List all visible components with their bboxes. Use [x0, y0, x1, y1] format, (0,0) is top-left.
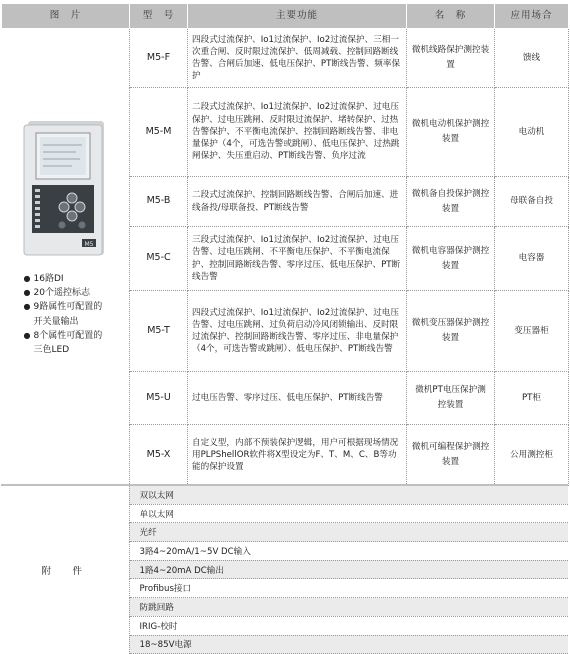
table-header: [2, 4, 569, 29]
header-model: 型 号: [130, 4, 188, 29]
name-cell: 微机PT电压保护测控装置: [407, 372, 495, 425]
function-cell: 四段式过流保护、Io1过流保护、Io2过流保护、过电压告警、过电压跳闸、过负荷启动冷风闭锁输出、反时限过流保护、控制回路断线告警、零序过压、非电量保护（4个，可选告警或跳闸）、低电压保护、PT断线告警: [188, 291, 407, 372]
accessory-item: 双以太网: [129, 486, 568, 504]
accessory-item: 1路4~20mA DC输出: [129, 560, 568, 579]
table-row: [2, 29, 569, 88]
function-cell: 四段式过流保护、Io1过流保护、Io2过流保护、三相一次重合闸、反时限过流保护、低周减载、控制回路断线告警、合闸后加速、低电压保护、PT断线告警、频率保护: [188, 29, 407, 88]
feature-item: ● 20个遥控标志: [24, 286, 103, 300]
accessory-item: 光纤: [129, 523, 568, 542]
header-application: 应用场合: [495, 4, 569, 29]
function-cell: 三段式过流保护、Io1过流保护、Io2过流保护、过电压告警、过电压跳闸、不平衡电压保护、不平衡电流保护、控制回路断线告警、零序过压、低电压保护、PT断线告警: [188, 227, 407, 291]
header-picture: 图 片: [2, 4, 130, 29]
function-cell: 过电压告警、零序过压、低电压保护、PT断线告警: [188, 372, 407, 425]
feature-item: ● 8个属性可配置的: [24, 329, 103, 343]
model-cell: M5-X: [130, 425, 188, 486]
header-function: 主要功能: [188, 4, 407, 29]
name-cell: 微机可编程保护测控装置: [407, 425, 495, 486]
accessories-label: 附 件: [1, 486, 129, 654]
accessory-item: 单以太网: [129, 504, 568, 523]
name-cell: 微机电动机保护测控装置: [407, 88, 495, 177]
accessory-row: [1, 486, 568, 504]
header-name: 名 称: [407, 4, 495, 29]
application-cell: 电容器: [495, 227, 569, 291]
feature-item: ● 9路属性可配置的: [24, 300, 103, 314]
protection-device-image: [22, 119, 108, 259]
model-cell: M5-B: [130, 177, 188, 227]
accessories-table: [1, 486, 568, 654]
accessory-item: 18~85V电源: [129, 635, 568, 654]
application-cell: 电动机: [495, 88, 569, 177]
application-cell: PT柜: [495, 372, 569, 425]
name-cell: 微机变压器保护测控装置: [407, 291, 495, 372]
function-cell: 二段式过流保护、控制回路断线告警、合闸后加速、进线备投/母联备投、PT断线告警: [188, 177, 407, 227]
function-cell: 自定义型，内部不预装保护逻辑，用户可根据现场情况用PLPShellOR软件将X型设定为F、T、M、C、B等功能的保护设置: [188, 425, 407, 486]
svg-text:M5: M5: [84, 241, 93, 248]
device-picture-cell: [2, 29, 130, 486]
accessory-item: 3路4~20mA/1~5V DC输入: [129, 542, 568, 561]
model-cell: M5-C: [130, 227, 188, 291]
application-cell: 公用测控柜: [495, 425, 569, 486]
accessory-item: Profibus接口: [129, 579, 568, 598]
model-cell: M5-T: [130, 291, 188, 372]
model-cell: M5-U: [130, 372, 188, 425]
feature-item-cont: 开关量输出: [33, 316, 79, 327]
device-features: [24, 272, 103, 357]
feature-item: ● 16路DI: [24, 272, 103, 286]
name-cell: 微机线路保护测控装置: [407, 29, 495, 88]
model-cell: M5-M: [130, 88, 188, 177]
name-cell: 微机电容器保护测控装置: [407, 227, 495, 291]
accessory-item: IRIG-校时: [129, 616, 568, 635]
product-spec-table: [1, 3, 569, 486]
accessory-item: 防跳回路: [129, 598, 568, 617]
application-cell: 馈线: [495, 29, 569, 88]
name-cell: 微机备自投保护测控装置: [407, 177, 495, 227]
model-cell: M5-F: [130, 29, 188, 88]
feature-item-cont: 三色LED: [33, 345, 70, 356]
function-cell: 二段式过流保护、Io1过流保护、Io2过流保护、过电压保护、过电压跳闸、反时限过流保护、堵转保护、过热告警保护、不平衡电流保护、控制回路断线告警、非电量保护（4个，可选告警或跳闸）、低电压保护、过热跳闸保护、失压重启动、PT断线告警、负序过流: [188, 88, 407, 177]
application-cell: 变压器柜: [495, 291, 569, 372]
application-cell: 母联备自投: [495, 177, 569, 227]
